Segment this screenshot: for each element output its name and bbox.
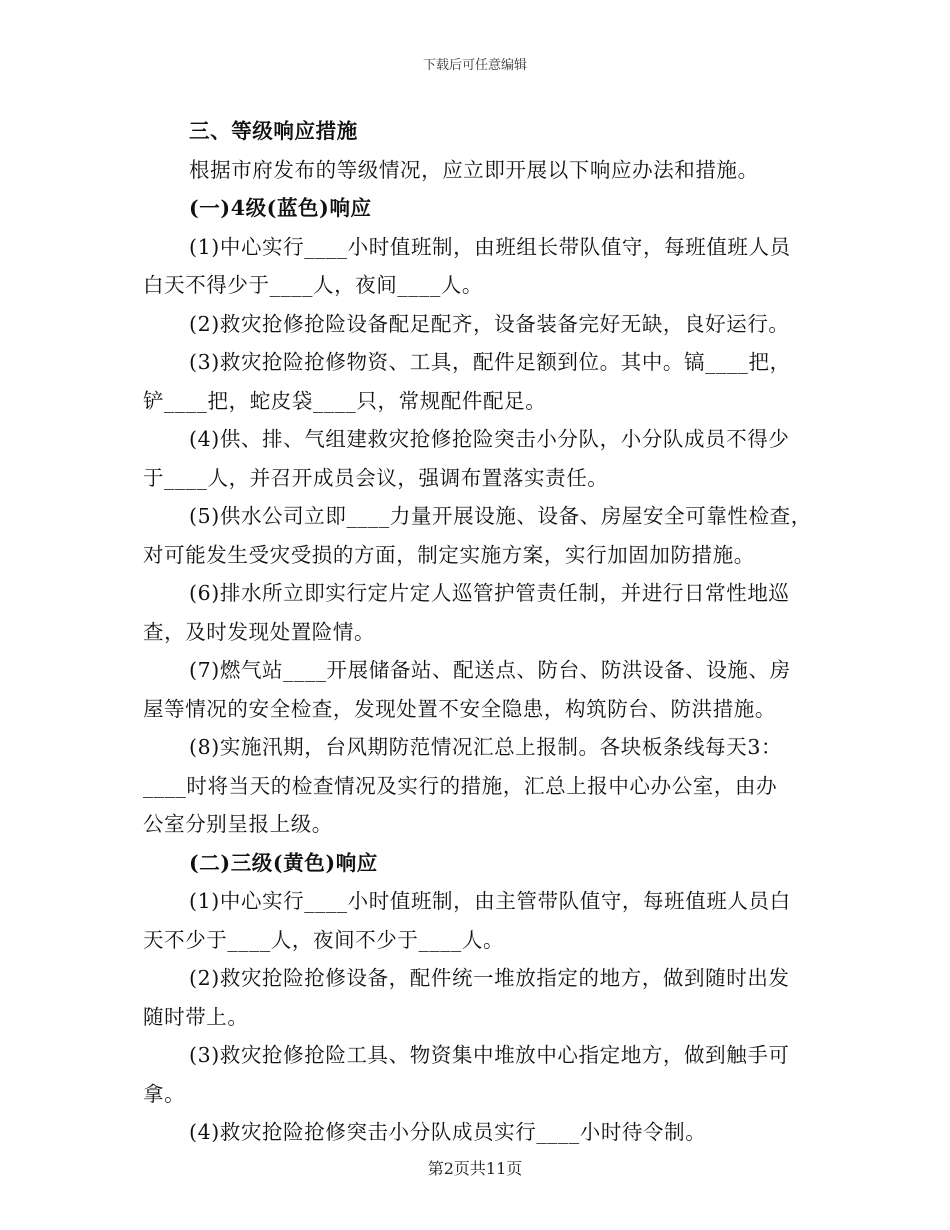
paragraph-line: 白天不得少于____人，夜间____人。: [143, 273, 483, 297]
paragraph-line: (1)中心实行____小时值班制，由主管带队值守，每班值班人员白: [189, 889, 791, 913]
paragraph-line: 公室分别呈报上级。: [143, 812, 333, 836]
paragraph-line: 随时带上。: [143, 1004, 249, 1029]
section-heading: (二)三级(黄色)响应: [189, 850, 378, 875]
page-number-footer: 第2页共11页: [427, 1159, 523, 1178]
paragraph-line: (4)救灾抢险抢修突击小分队成员实行____小时待令制。: [189, 1120, 707, 1144]
paragraph-line: (1)中心实行____小时值班制，由班组长带队值守，每班值班人员: [189, 234, 791, 259]
section-heading: (一)4级(蓝色)响应: [189, 196, 372, 220]
paragraph-line: ____时将当天的检查情况及实行的措施，汇总上报中心办公室，由办: [143, 773, 778, 798]
document-body: [143, 112, 813, 1152]
paragraph-line: (2)救灾抢险抢修设备，配件统一堆放指定的地方，做到随时出发: [189, 966, 790, 990]
paragraph-line: (8)实施汛期，台风期防范情况汇总上报制。各块板条线每天3：: [189, 735, 783, 759]
section-heading: 三、等级响应措施: [189, 119, 358, 143]
paragraph-line: 天不少于____人，夜间不少于____人。: [143, 927, 505, 952]
paragraph-line: 铲____把，蛇皮袋____只，常规配件配足。: [143, 388, 547, 413]
paragraph-line: 根据市府发布的等级情况，应立即开展以下响应办法和措施。: [189, 157, 759, 182]
paragraph-line: (3)救灾抢险抢修物资、工具，配件足额到位。其中。镐____把，: [189, 350, 791, 374]
paragraph-line: 屋等情况的安全检查，发现处置不安全隐患，构筑防台、防洪措施。: [143, 696, 776, 721]
paragraph-line: (2)救灾抢修抢险设备配足配齐，设备装备完好无缺，良好运行。: [189, 311, 790, 336]
paragraph-line: (4)供、排、气组建救灾抢修抢险突击小分队，小分队成员不得少: [189, 427, 790, 451]
paragraph-line: 于____人，并召开成员会议，强调布置落实责任。: [143, 465, 609, 490]
paragraph-line: (7)燃气站____开展储备站、配送点、防台、防洪设备、设施、房: [189, 658, 791, 682]
paragraph-line: 对可能发生受灾受损的方面，制定实施方案，实行加固加防措施。: [143, 542, 755, 567]
paragraph-line: (6)排水所立即实行定片定人巡管护管责任制，并进行日常性地巡: [189, 581, 790, 605]
paragraph-line: 拿。: [143, 1081, 186, 1106]
paragraph-line: 查，及时发现处置险情。: [143, 619, 376, 644]
page-header-note: 下载后可任意编辑: [422, 58, 527, 73]
paragraph-line: (5)供水公司立即____力量开展设施、设备、房屋安全可靠性检查，: [189, 504, 812, 528]
paragraph-line: (3)救灾抢修抢险工具、物资集中堆放中心指定地方，做到触手可: [189, 1043, 790, 1067]
